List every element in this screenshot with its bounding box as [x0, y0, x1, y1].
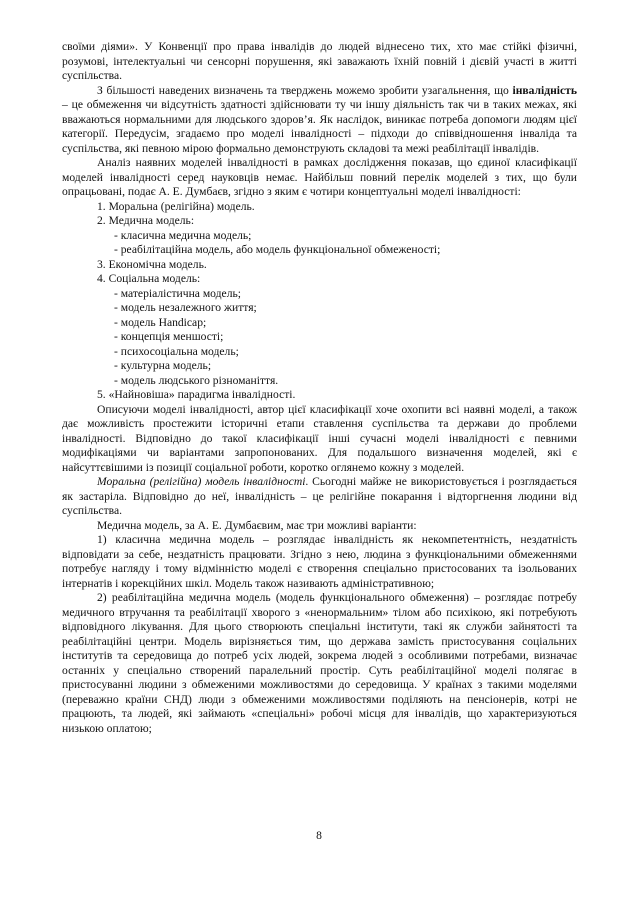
- list-item: 5. «Найновіша» парадигма інвалідності.: [97, 388, 296, 401]
- paragraph-text: – це обмеження чи відсутність здатності здійснювати ту чи іншу діяльність так чи в таких межах, які вважаються нормальними для людського здоров’я. Як наслідок, виникає потреба допомоги людям цієї категорії. Передусім, згадаємо про моделі інвалідності – підходи до співвідношення інваліда та суспільства, які певною мірою формально демонструють складові та межі реабілітації інвалідів.: [62, 98, 577, 155]
- list-subitem: - концепція меншості;: [114, 330, 224, 343]
- list-item: 3. Економічна модель.: [97, 257, 207, 271]
- list-subitem: - психосоціальна модель;: [114, 344, 239, 358]
- paragraph: 2) реабілітаційна медична модель (модель функціонального обмеження) – розглядає потребу медичного втручання та реабілітації хворого з «ненормальним» тілом або психікою, які потребують відповідного лікування. Для цього створюють спеціальні інститути, такі як служби зайнятості та реабілітаційні центри. Модель вирізняється тим, що держава замість пристосування соціальних інститутів та середовища до потреб усіх людей, зокрема людей з особливими потребами, визначає останніх у спеціально створений паралельний простір. Суть реабілітаційної моделі полягає в пристосуванні людини з обмеженими можливостями до середовища. У країнах з такими моделями (переважно країни СНД) люди з обмеженими можливостями поділяють на пенсіонерів, котрі не працюють, та людей, які займають «спеціальні» робочі місця для інвалідів, що характеризуються низькою оплатою;: [62, 591, 577, 735]
- page-number: 8: [316, 829, 322, 842]
- term-italic: Моральна (релігійна) модель інвалідності: [97, 475, 306, 488]
- term-bold: інвалідність: [512, 83, 577, 97]
- body-text: [62, 40, 577, 736]
- list-subitem: - модель Handicap;: [114, 315, 207, 329]
- list-subitem: - реабілітаційна модель, або модель функціональної обмеженості;: [114, 243, 441, 256]
- list-subitem: - модель незалежного життя;: [114, 301, 257, 314]
- paragraph: своїми діями». У Конвенції про права інвалідів до людей віднесено тих, хто має стійкі фізичні, розумові, інтелектуальні чи сенсорні порушення, які заважають їхній повній і дієвій участі в житті суспільства.: [62, 40, 577, 82]
- list-subitem: - культурна модель;: [114, 359, 212, 372]
- paragraph: Описуючи моделі інвалідності, автор цієї класифікації хоче охопити всі наявні моделі, а також дає можливість простежити історичні етапи ставлення суспільства та держави до проблеми інвалідності. Відповідно до такої класифікації інші сучасні моделі інвалідності є певними модифікаціями чи варіантами запропонованих. Для подальшого визначення моделей, які є найсуттєвішими із позиції соціальної роботи, коротко оглянемо кожну з моделей.: [62, 402, 577, 474]
- list-item: 4. Соціальна модель:: [97, 272, 201, 285]
- paragraph-text: З більшості наведених визначень та тверджень можемо зробити узагальнення, що: [97, 83, 513, 97]
- paragraph: [62, 84, 577, 157]
- list-subitem: - модель людського різноманіття.: [114, 373, 279, 387]
- list-item: 1. Моральна (релігійна) модель.: [97, 199, 255, 213]
- paragraph: Медична модель, за А. Е. Думбаєвим, має три можливі варіанти:: [97, 518, 417, 532]
- list-item: 2. Медична модель:: [97, 214, 195, 227]
- paragraph: Аналіз наявних моделей інвалідності в рамках дослідження показав, що єдиної класифікації моделей інвалідності серед науковців немає. Найбільш повний перелік моделей з тих, що були опрацьовані, подає А. Е. Думбаєв, згідно з яким є чотири концептуальні моделі інвалідності:: [62, 156, 577, 198]
- list-subitem: - класична медична модель;: [114, 228, 252, 242]
- paragraph-text: . Сьогодні майже не використовується і розглядається як застаріла. Відповідно до неї, інвалідність – це релігійне покарання і відторгнення людини від суспільства.: [62, 475, 577, 517]
- list-subitem: - матеріалістична модель;: [114, 286, 241, 300]
- paragraph: [62, 475, 577, 519]
- paragraph: 1) класична медична модель – розглядає інвалідність як некомпетентність, нездатність відповідати за себе, нездатність працювати. Згідно з нею, людина з функціональними обмеженнями потребує нагляду і тому відмінністю моделі є створення спеціально пристосованих та ізольованих інтернатів і корекційних шкіл. Модель також називають адміністративною;: [62, 533, 577, 590]
